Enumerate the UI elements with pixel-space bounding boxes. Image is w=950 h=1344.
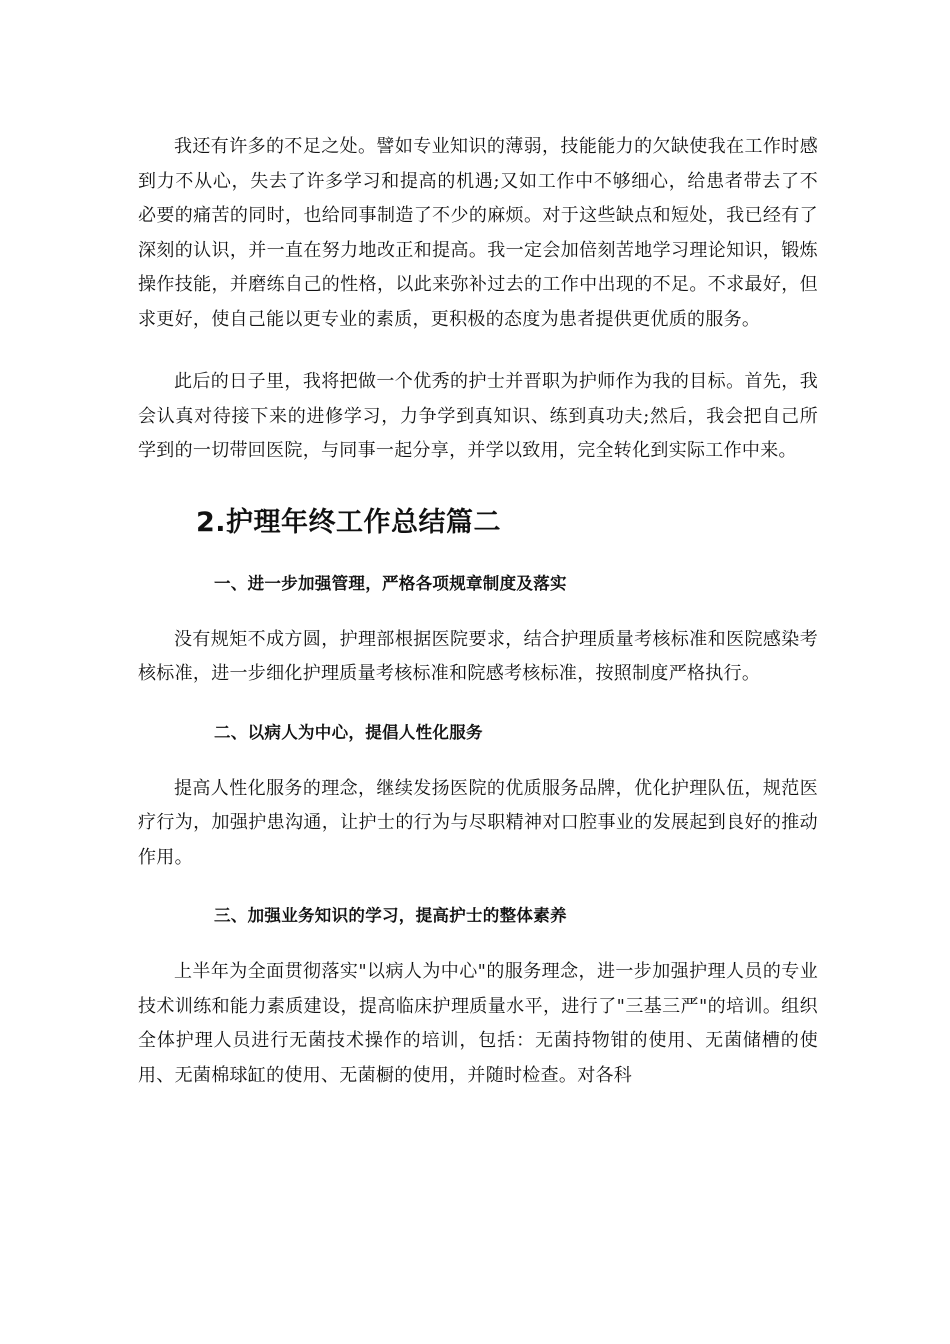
subsection-body-2: 提高人性化服务的理念，继续发扬医院的优质服务品牌，优化护理队伍，规范医疗行为，加强护患沟通，让护士的行为与尽职精神对口腔事业的发展起到良好的推动作用。 xyxy=(138,777,818,868)
subsection-title-2: 二、以病人为中心，提倡人性化服务 xyxy=(214,722,483,742)
subsection-body-1: 没有规矩不成方圆，护理部根据医院要求，结合护理质量考核标准和医院感染考核标准，进一步细化护理质量考核标准和院感考核标准，按照制度严格执行。 xyxy=(138,628,818,684)
document-page xyxy=(138,130,818,1093)
intro-paragraph-2: 此后的日子里，我将把做一个优秀的护士并晋职为护师作为我的目标。首先，我会认真对待接下来的进修学习，力争学到真知识、练到真功夫;然后，我会把自己所学到的一切带回医院，与同事一起分享，并学以致用，完全转化到实际工作中来。 xyxy=(138,371,818,461)
subsection-body-3: 上半年为全面贯彻落实"以病人为中心"的服务理念，进一步加强护理人员的专业技术训练和能力素质建设，提高临床护理质量水平，进行了"三基三严"的培训。组织全体护理人员进行无菌技术操作的培训，包括：无菌持物钳的使用、无菌储槽的使用、无菌棉球缸的使用、无菌橱的使用，并随时检查。对各科 xyxy=(138,961,818,1086)
subsection-title-3: 三、加强业务知识的学习，提高护士的整体素养 xyxy=(214,906,567,925)
subsection-title-1: 一、进一步加强管理，严格各项规章制度及落实 xyxy=(214,573,567,593)
intro-paragraph-1: 我还有许多的不足之处。譬如专业知识的薄弱，技能能力的欠缺使我在工作时感到力不从心，失去了许多学习和提高的机遇;又如工作中不够细心，给患者带去了不必要的痛苦的同时，也给同事制造了不少的麻烦。对于这些缺点和短处，我已经有了深刻的认识，并一直在努力地改正和提高。我一定会加倍刻苦地学习理论知识，锻炼操作技能，并磨练自己的性格，以此来弥补过去的工作中出现的不足。不求最好，但求更好，使自己能以更专业的素质，更积极的态度为患者提供更优质的服务。 xyxy=(138,136,818,330)
section-heading: 2.护理年终工作总结篇二 xyxy=(196,506,502,538)
